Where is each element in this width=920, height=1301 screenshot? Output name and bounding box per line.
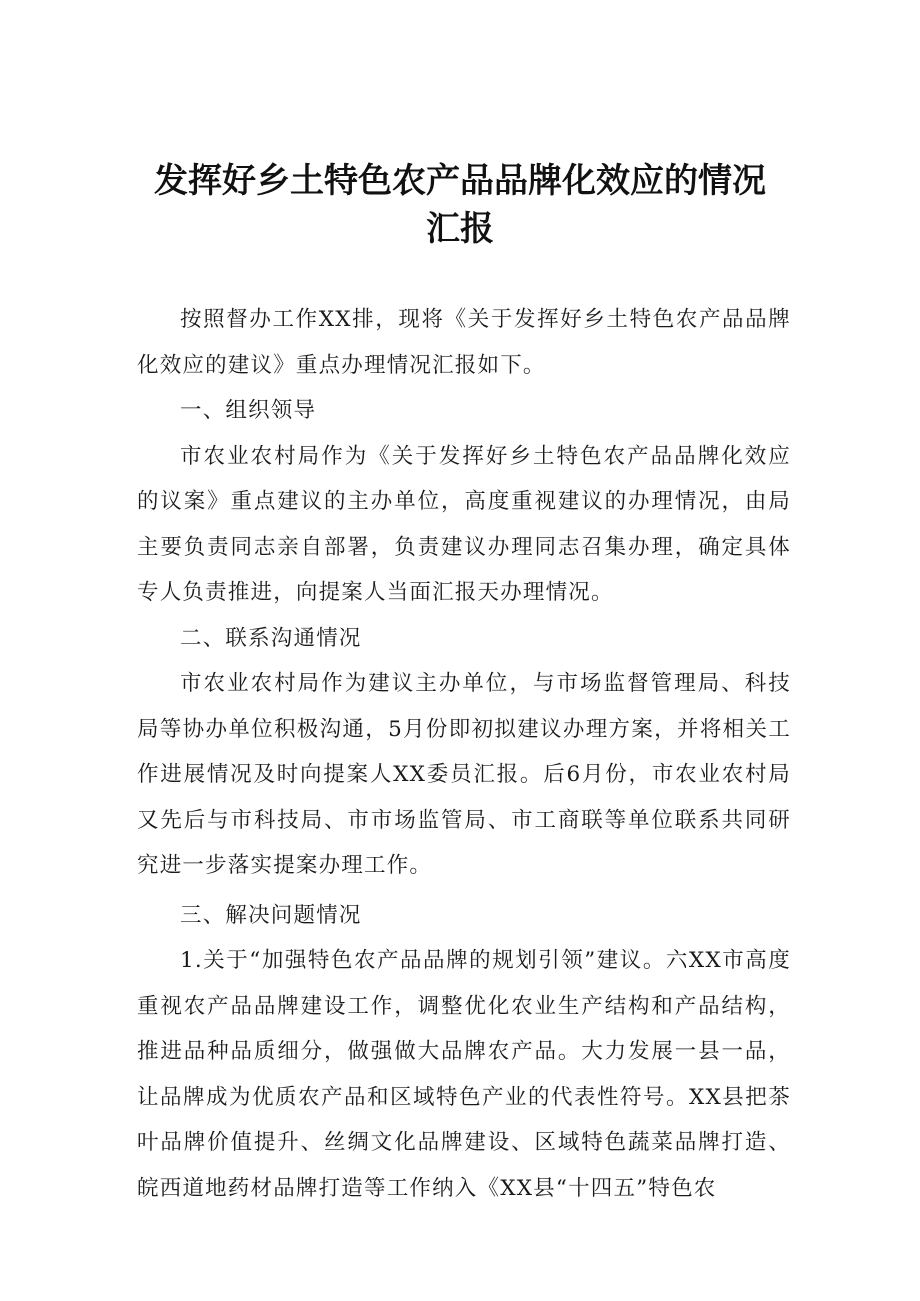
section-1-paragraph: 市农业农村局作为《关于发挥好乡土特色农产品品牌化效应的议案》重点建议的主办单位，高度重视建议的办理情况，由局主要负责同志亲自部署，负责建议办理同志召集办理，确定具体专人负责推进，向提案人当面汇报天办理情况。	[137, 443, 791, 605]
document-title-line-1: 发挥好乡土特色农产品品牌化效应的情况	[154, 161, 766, 201]
section-2-heading: 二、联系沟通情况	[180, 625, 362, 651]
section-3-paragraph-1: 1.关于“加强特色农产品品牌的规划引领”建议。六XX市高度重视农产品品牌建设工作，调整优化农业生产结构和产品结构，推进品种品质细分，做强做大品牌农产品。大力发展一县一品，让品牌成为优质农产品和区域特色产业的代表性符号。XX县把茶叶品牌价值提升、丝绸文化品牌建设、区域特色蔬菜品牌打造、皖西道地药材品牌打造等工作纳入《XX县“十四五”特色农	[137, 948, 791, 1201]
document-body	[137, 297, 791, 1211]
document-title-line-2: 汇报	[426, 209, 494, 249]
section-1-heading: 一、组织领导	[180, 398, 317, 423]
section-2-paragraph: 市农业农村局作为建议主办单位，与市场监督管理局、科技局等协办单位积极沟通，5月份即初拟建议办理方案，并将相关工作进展情况及时向提案人XX委员汇报。后6月份，市农业农村局又先后与市科技局、市市场监管局、市工商联等单位联系共同研究进一步落实提案办理工作。	[137, 671, 791, 878]
section-3-heading: 三、解决问题情况	[180, 902, 362, 928]
intro-paragraph: 按照督办工作XX排，现将《关于发挥好乡土特色农产品品牌化效应的建议》重点办理情况汇报如下。	[137, 307, 791, 378]
